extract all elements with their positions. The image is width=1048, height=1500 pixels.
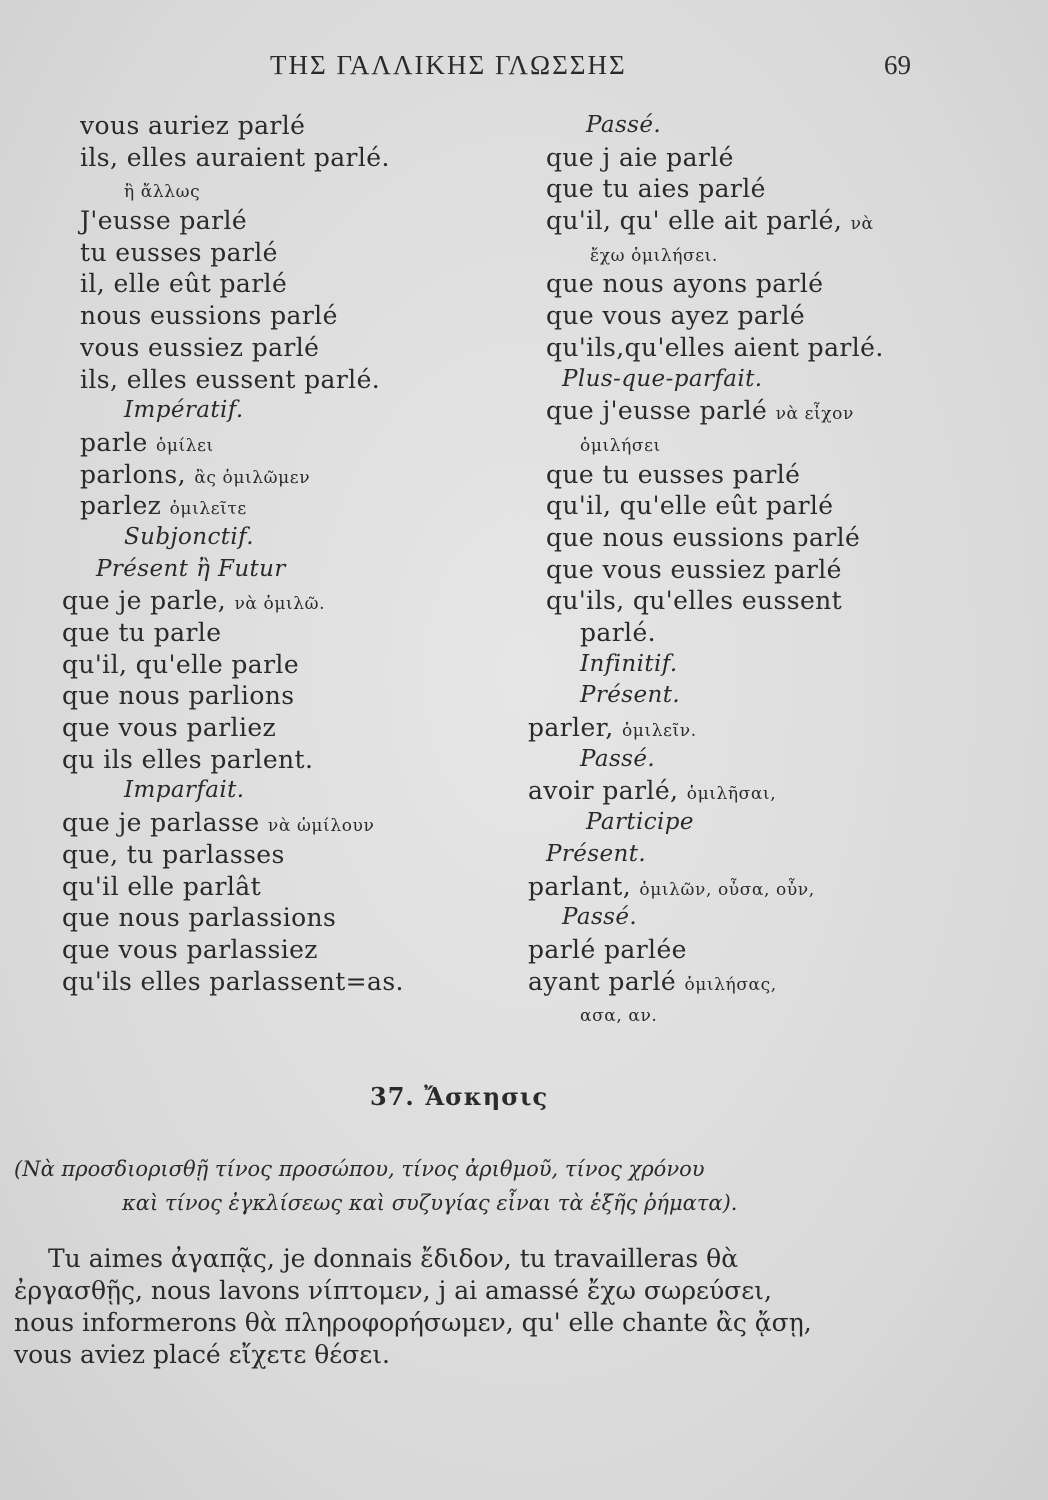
conjugation-line: que je parle, νὰ ὁμιλῶ. xyxy=(62,586,326,616)
conjugation-line: vous auriez parlé xyxy=(80,111,306,140)
conjugation-line: parlant, ὁμιλῶν, οὖσα, οὖν, xyxy=(528,871,815,901)
conjugation-line: parlez ὁμιλεῖτε xyxy=(80,491,247,521)
greek-gloss-line: ἢ ἄλλως xyxy=(124,182,201,203)
running-header: ΤΗΣ ΓΑΛΛΙΚΗΣ ΓΛΩΣΣΗΣ xyxy=(270,50,627,80)
greek-gloss-line: ασα, αν. xyxy=(580,1006,658,1027)
conjugation-line: que nous eussions parlé xyxy=(546,522,861,552)
conjugation-line: parlons, ἂς ὁμιλῶμεν xyxy=(80,459,311,489)
conjugation-line: que nous ayons parlé xyxy=(546,269,824,299)
conjugation-line: qu'il elle parlât xyxy=(62,871,262,901)
tense-heading: Imparfait. xyxy=(124,777,245,804)
conjugation-line: parler, ὁμιλεῖν. xyxy=(528,713,697,743)
conjugation-line: que je parlasse νὰ ὡμίλουν xyxy=(62,808,375,838)
conjugation-line: vous eussiez parlé xyxy=(80,332,320,362)
left-column xyxy=(62,110,502,997)
conjugation-line: qu'ils,qu'elles aient parlé. xyxy=(546,332,884,362)
conjugation-line: nous eussions parlé xyxy=(80,301,338,331)
greek-gloss-line: ἔχω ὁμιλήσει. xyxy=(590,245,718,266)
conjugation-line: qu'il, qu'elle parle xyxy=(62,649,300,679)
exercise-text xyxy=(14,1243,1034,1371)
page-number: 69 xyxy=(884,50,911,80)
tense-heading: Présent. xyxy=(546,840,647,867)
conjugation-line: que tu aies parlé xyxy=(546,174,766,204)
conjugation-line: parle ὁμίλει xyxy=(80,427,214,457)
conjugation-line: que, tu parlasses xyxy=(62,839,285,869)
instructions-line: καὶ τίνος ἐγκλίσεως καὶ συζυγίας εἶναι τὰ ἑξῆς ῥήματα). xyxy=(122,1191,738,1215)
mood-heading: Infinitif. xyxy=(580,650,678,677)
conjugation-line: que tu eusses parlé xyxy=(546,459,801,489)
exercise-instructions xyxy=(14,1152,1024,1220)
tense-heading: Présent. xyxy=(580,682,681,709)
conjugation-line: que vous parliez xyxy=(62,713,277,743)
conjugation-line: que nous parlassions xyxy=(62,903,337,933)
tense-heading: Présent ἢ Futur xyxy=(96,555,286,582)
exercise-line: ἐργασθῇς, nous lavons νίπτομεν, j ai amassé ἔχω σωρεύσει, xyxy=(14,1276,772,1305)
tense-heading: Plus-que-parfait. xyxy=(562,365,763,392)
conjugation-line: que vous eussiez parlé xyxy=(546,554,842,584)
conjugation-line: que nous parlions xyxy=(62,681,295,711)
exercise-line: Tu aimes ἀγαπᾷς, je donnais ἔδιδον, tu travailleras θὰ xyxy=(48,1244,739,1273)
tense-heading: Passé. xyxy=(562,904,638,931)
right-column xyxy=(528,110,948,1029)
mood-heading: Participe xyxy=(586,809,694,836)
conjugation-line: parlé parlée xyxy=(528,934,687,964)
conjugation-line: que tu parle xyxy=(62,618,222,647)
conjugation-line: parlé. xyxy=(580,618,656,647)
conjugation-line: que j aie parlé xyxy=(546,142,734,172)
conjugation-line: qu ils elles parlent. xyxy=(62,744,314,774)
conjugation-line: qu'il, qu' elle ait parlé, νὰ xyxy=(546,206,874,236)
greek-gloss-line: ὁμιλήσει xyxy=(580,435,661,456)
conjugation-line: ils, elles auraient parlé. xyxy=(80,142,390,172)
conjugation-line: que vous parlassiez xyxy=(62,934,318,964)
conjugation-line: qu'il, qu'elle eût parlé xyxy=(546,491,834,521)
tense-heading: Impératif. xyxy=(124,397,244,424)
exercise-heading: 37. Ἄσκησις xyxy=(370,1082,549,1111)
conjugation-line: tu eusses parlé xyxy=(80,237,278,267)
conjugation-line: que vous ayez parlé xyxy=(546,301,806,331)
conjugation-line: qu'ils, qu'elles eussent xyxy=(546,586,843,616)
conjugation-line: que j'eusse parlé νὰ εἶχον xyxy=(546,396,854,426)
tense-heading: Passé. xyxy=(580,745,656,772)
exercise-line: vous aviez placé εἴχετε θέσει. xyxy=(14,1340,390,1369)
tense-heading: Passé. xyxy=(586,112,662,138)
conjugation-line: il, elle eût parlé xyxy=(80,269,288,299)
conjugation-line: avoir parlé, ὁμιλῆσαι, xyxy=(528,776,777,806)
mood-heading: Subjonctif. xyxy=(124,523,254,550)
conjugation-line: J'eusse parlé xyxy=(80,206,248,236)
conjugation-line: ayant parlé ὁμιλήσας, xyxy=(528,966,777,996)
exercise-line: nous informerons θὰ πληροφορήσωμεν, qu' elle chante ἂς ᾄσῃ, xyxy=(14,1308,812,1337)
conjugation-line: ils, elles eussent parlé. xyxy=(80,364,381,394)
instructions-line: (Νὰ προσδιορισθῇ τίνος προσώπου, τίνος ἀριθμοῦ, τίνος χρόνου xyxy=(14,1157,705,1181)
conjugation-line: qu'ils elles parlassent=as. xyxy=(62,966,404,996)
